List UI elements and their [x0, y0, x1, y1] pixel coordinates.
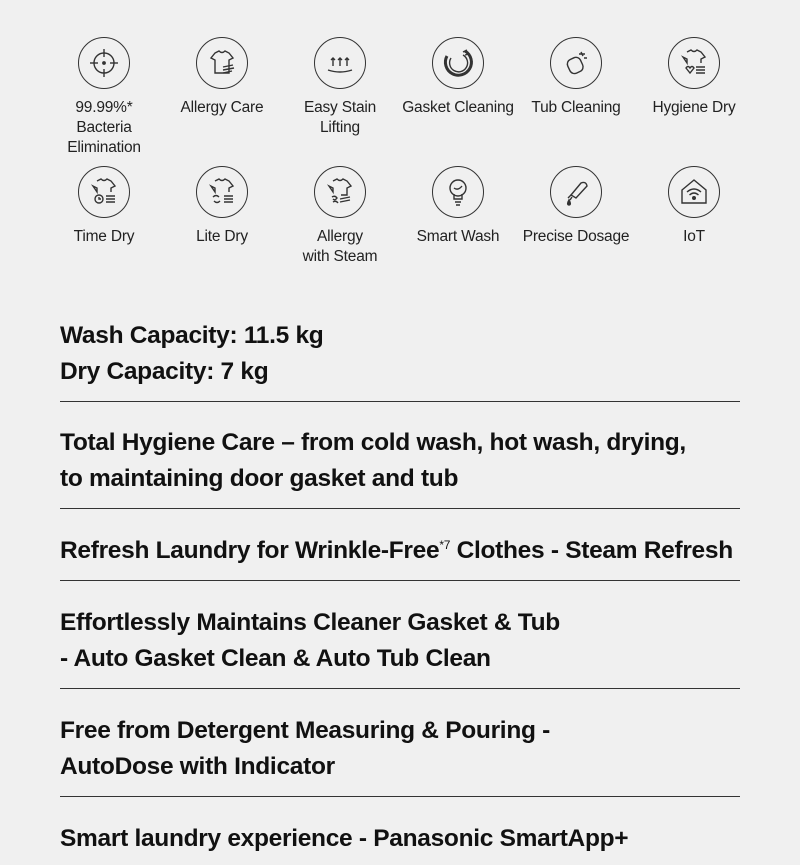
tub-icon — [550, 37, 602, 89]
shirt-hand-icon — [196, 37, 248, 89]
divider — [60, 580, 740, 581]
feature-gasket-cleaning — [393, 37, 523, 118]
feature-label: Smart Wash — [416, 228, 500, 245]
feature-time-dry — [39, 166, 169, 247]
gasket-icon — [432, 37, 484, 89]
shirt-heart-icon — [668, 37, 720, 89]
spec-capacity — [60, 318, 750, 390]
feature-label: Lite Dry — [196, 228, 248, 245]
dosage-icon — [550, 166, 602, 218]
arrows-up-icon — [314, 37, 366, 89]
spec-total-hygiene — [60, 425, 750, 497]
feature-allergy-care — [157, 37, 287, 118]
divider — [60, 688, 740, 689]
spec-line: Smart laundry experience - Panasonic SmartApp+ — [60, 825, 629, 852]
spec-smartapp — [60, 821, 760, 857]
feature-smart-wash — [393, 166, 523, 247]
divider — [60, 796, 740, 797]
spec-line: Free from Detergent Measuring & Pouring - — [60, 717, 551, 744]
spec-line: Total Hygiene Care – from cold wash, hot wash, drying, — [60, 429, 686, 456]
feature-hygiene-dry — [629, 37, 759, 118]
spec-line: Wash Capacity: 11.5 kg — [60, 322, 324, 349]
feature-label: Allergy Care — [180, 99, 264, 116]
feature-easy-stain-lifting — [275, 37, 405, 138]
spec-line: AutoDose with Indicator — [60, 753, 335, 780]
feature-label: Tub Cleaning — [531, 99, 621, 116]
spec-line: - Auto Gasket Clean & Auto Tub Clean — [60, 645, 491, 672]
feature-label: Hygiene Dry — [652, 99, 736, 116]
feature-precise-dosage — [511, 166, 641, 247]
feature-label: Precise Dosage — [522, 228, 630, 245]
divider — [60, 508, 740, 509]
shirt-clock-icon — [78, 166, 130, 218]
shirt-steam-icon — [314, 166, 366, 218]
feature-tub-cleaning — [511, 37, 641, 118]
spec-text: Refresh Laundry for Wrinkle-Free — [60, 537, 440, 564]
spec-autodose — [60, 713, 750, 785]
spec-text: Clothes - Steam Refresh — [450, 537, 733, 564]
spec-auto-clean — [60, 605, 750, 677]
feature-label: 99.99%* Bacteria Elimination — [67, 99, 141, 156]
feature-label: Gasket Cleaning — [402, 99, 514, 116]
footnote-marker: *7 — [439, 537, 451, 552]
shirt-waves-icon — [196, 166, 248, 218]
feature-label: Easy Stain Lifting — [303, 99, 377, 136]
feature-iot — [629, 166, 759, 247]
spec-line: Dry Capacity: 7 kg — [60, 358, 269, 385]
feature-bacteria-elimination — [39, 37, 169, 158]
spec-steam-refresh — [60, 533, 760, 569]
feature-lite-dry — [157, 166, 287, 247]
feature-label: Allergy with Steam — [302, 228, 378, 265]
feature-label: IoT — [683, 228, 705, 245]
bulb-icon — [432, 166, 484, 218]
wifi-home-icon — [668, 166, 720, 218]
feature-label: Time Dry — [73, 228, 135, 245]
spec-line: Effortlessly Maintains Cleaner Gasket & Tub — [60, 609, 560, 636]
spec-line: to maintaining door gasket and tub — [60, 465, 459, 492]
divider — [60, 401, 740, 402]
spec-line — [60, 533, 760, 569]
crosshair-icon — [78, 37, 130, 89]
feature-allergy-with-steam — [275, 166, 405, 267]
